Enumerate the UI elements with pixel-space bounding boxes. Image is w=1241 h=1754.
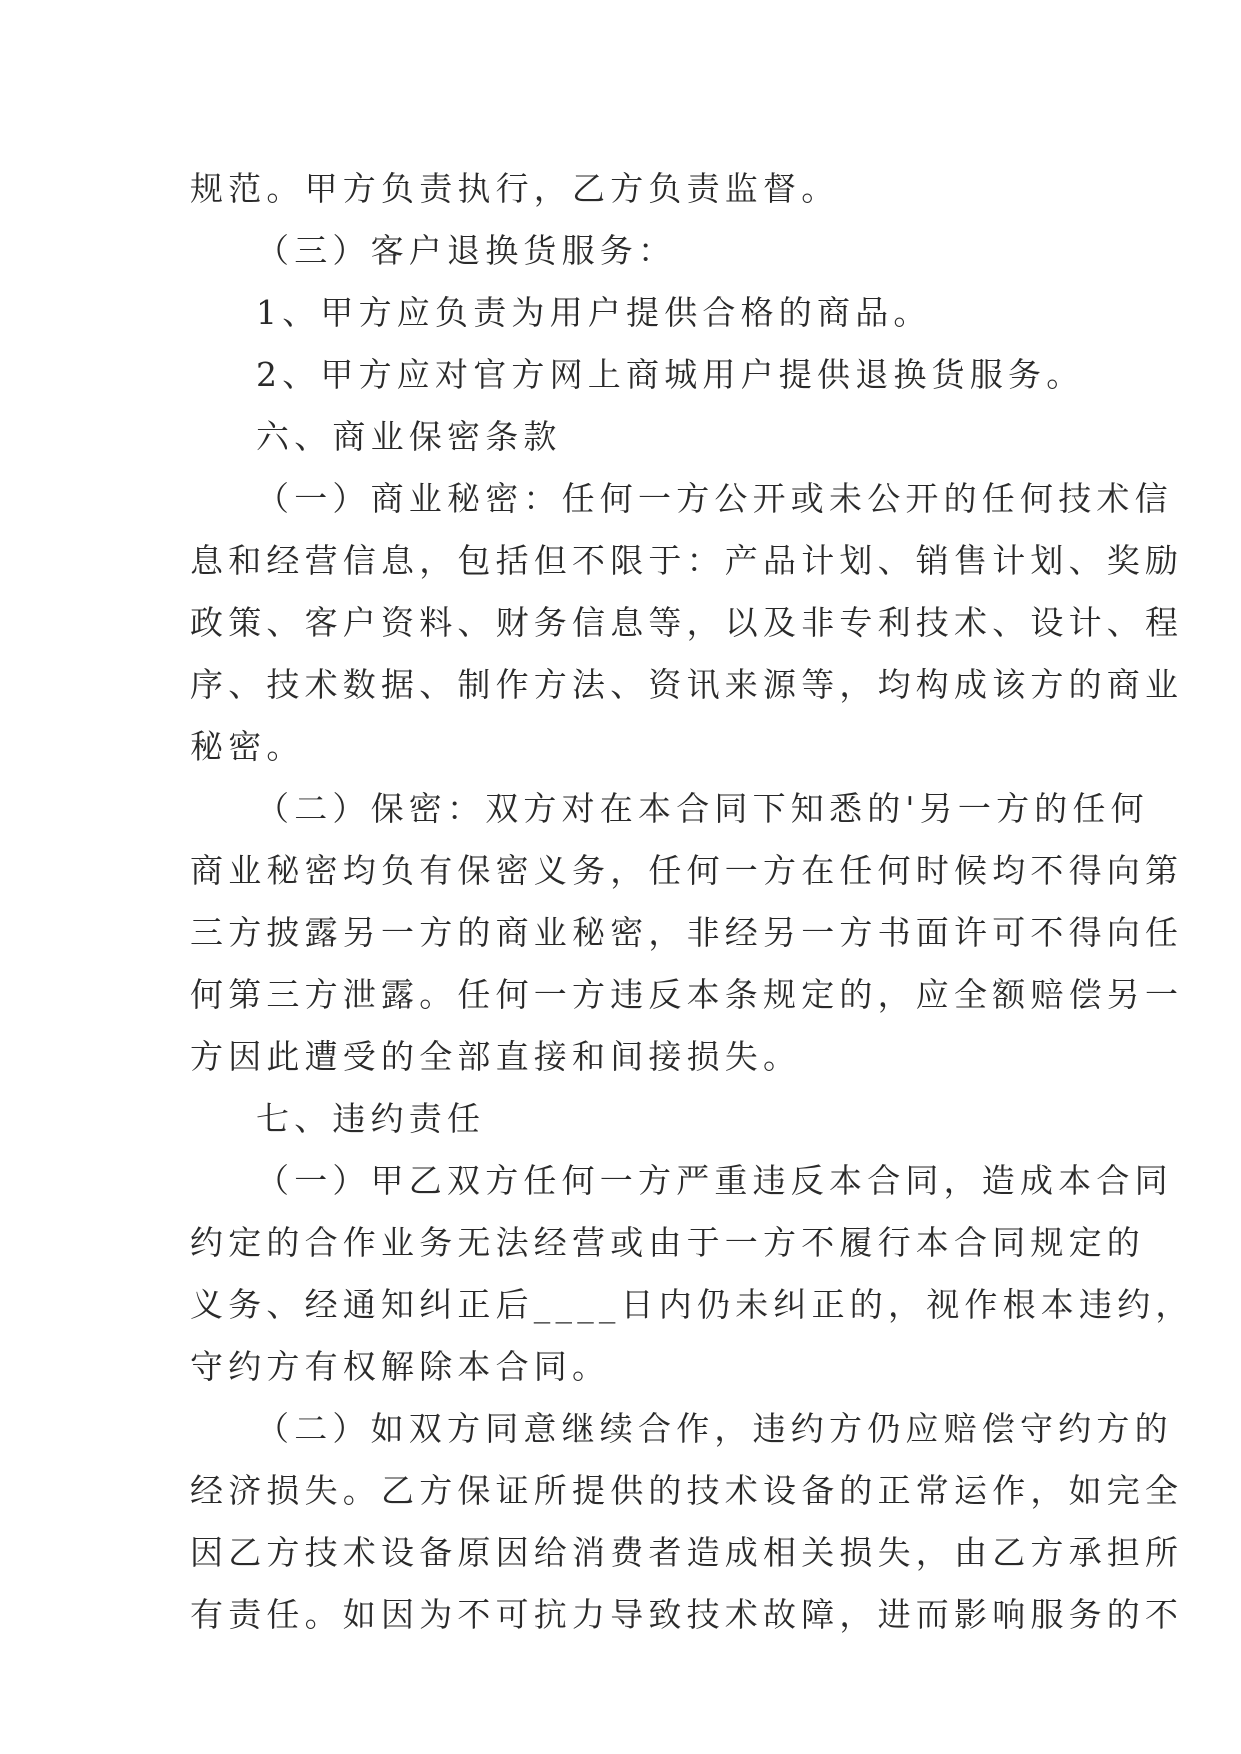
text-line: （二）如双方同意继续合作，违约方仍应赔偿守约方的	[256, 1409, 1173, 1448]
text-line: 规范。甲方负责执行，乙方负责监督。	[190, 169, 840, 208]
section-heading-liability: 七、违约责任	[256, 1099, 486, 1138]
list-item: 2、甲方应对官方网上商城用户提供退换货服务。	[256, 355, 1085, 394]
document-body	[190, 158, 1194, 1646]
list-item: 1、甲方应负责为用户提供合格的商品。	[256, 293, 932, 332]
text-line: （二）保密：双方对在本合同下知悉的'另一方的任何	[256, 789, 1149, 828]
text-line: 方因此遭受的全部直接和间接损失。	[190, 1037, 802, 1076]
text-line: 三方披露另一方的商业秘密，非经另一方书面许可不得向任	[190, 913, 1184, 952]
text-line: 秘密。	[190, 727, 305, 766]
text-line: （一）甲乙双方任何一方严重违反本合同，造成本合同	[256, 1161, 1173, 1200]
text-line: 约定的合作业务无法经营或由于一方不履行本合同规定的	[190, 1223, 1145, 1262]
text-line: 序、技术数据、制作方法、资讯来源等，均构成该方的商业	[190, 665, 1184, 704]
text-line: （一）商业秘密：任何一方公开或未公开的任何技术信	[256, 479, 1173, 518]
section-heading-confidentiality: 六、商业保密条款	[256, 417, 562, 456]
section-heading-customer-returns: （三）客户退换货服务：	[256, 231, 677, 270]
text-line: 政策、客户资料、财务信息等，以及非专利技术、设计、程	[190, 603, 1184, 642]
text-line: 有责任。如因为不可抗力导致技术故障，进而影响服务的不	[190, 1595, 1184, 1634]
text-line: 商业秘密均负有保密义务，任何一方在任何时候均不得向第	[190, 851, 1184, 890]
text-line: 何第三方泄露。任何一方违反本条规定的，应全额赔偿另一	[190, 975, 1184, 1014]
text-line: 息和经营信息，包括但不限于：产品计划、销售计划、奖励	[190, 541, 1184, 580]
text-line: 因乙方技术设备原因给消费者造成相关损失，由乙方承担所	[190, 1533, 1184, 1572]
text-line: 守约方有权解除本合同。	[190, 1347, 611, 1386]
text-line: 经济损失。乙方保证所提供的技术设备的正常运作，如完全	[190, 1471, 1184, 1510]
text-line: 义务、经通知纠正后____日内仍未纠正的，视作根本违约，	[190, 1285, 1194, 1324]
